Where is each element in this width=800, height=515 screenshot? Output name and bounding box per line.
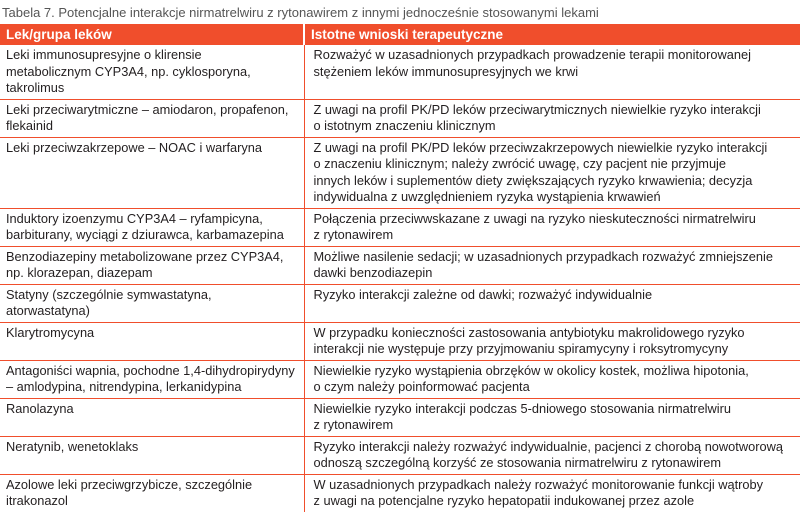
therapeutic-note-cell — [304, 398, 800, 436]
drug-group-cell — [0, 137, 304, 208]
header-therapeutic-conclusions: Istotne wnioski terapeutyczne — [304, 24, 800, 45]
drug-group-line: Neratynib, wenetoklaks — [6, 438, 139, 454]
table-row — [0, 137, 800, 208]
drug-group-cell — [0, 208, 304, 246]
drug-group-cell — [0, 99, 304, 137]
therapeutic-note-line: o znaczeniu klinicznym; należy zwrócić uwagę, czy pacjent nie przyjmuje — [313, 156, 727, 171]
therapeutic-note-line: Ryzyko interakcji należy rozważyć indywidualnie, pacjenci z chorobą nowotworową — [313, 438, 783, 454]
drug-group-cell — [0, 436, 304, 474]
drug-group-line: Statyny (szczególnie symwastatyna, — [6, 286, 212, 302]
table-row — [0, 284, 800, 322]
therapeutic-note-cell — [304, 284, 800, 322]
drug-group-line: Antagoniści wapnia, pochodne 1,4-dihydropirydyny — [6, 362, 295, 378]
therapeutic-note-line: W uzasadnionych przypadkach należy rozważyć monitorowanie funkcji wątroby — [313, 476, 764, 492]
therapeutic-note-line: interakcji nie występuje przy przyjmowaniu spiramycyny i roksytromycyny — [313, 341, 729, 356]
therapeutic-note-line: Niewielkie ryzyko wystąpienia obrzęków w okolicy kostek, możliwa hipotonia, — [313, 362, 749, 378]
therapeutic-note-line: Możliwe nasilenie sedacji; w uzasadnionych przypadkach rozważyć zmniejszenie — [313, 248, 773, 264]
drug-group-line: atorwastatyna) — [6, 303, 90, 318]
therapeutic-note-line: stężeniem leków immunosupresyjnych we krwi — [313, 63, 579, 79]
drug-group-line: – amlodypina, nitrendypina, lerkanidypina — [6, 379, 242, 394]
drug-group-line: Induktory izoenzymu CYP3A4 – ryfampicyna, — [6, 210, 263, 226]
drug-group-line: Leki przeciwzakrzepowe – NOAC i warfaryna — [6, 139, 263, 155]
table-header-row — [0, 24, 800, 45]
therapeutic-note-cell — [304, 45, 800, 99]
therapeutic-note-line: z rytonawirem — [313, 417, 394, 432]
therapeutic-note-cell — [304, 99, 800, 137]
therapeutic-note-line: Rozważyć w uzasadnionych przypadkach prowadzenie terapii monitorowanej — [313, 47, 751, 62]
therapeutic-note-line: Niewielkie ryzyko interakcji podczas 5-dniowego stosowania nirmatrelwiru — [313, 400, 731, 416]
drug-group-cell — [0, 474, 304, 512]
table-row — [0, 99, 800, 137]
table-caption: Tabela 7. Potencjalne interakcje nirmatrelwiru z rytonawirem z innymi jednocześnie stosowanymi lekami — [2, 5, 599, 20]
drug-group-cell — [0, 360, 304, 398]
drug-group-line: Leki przeciwarytmiczne – amiodaron, propafenon, — [6, 101, 289, 117]
table-row — [0, 360, 800, 398]
table-row — [0, 436, 800, 474]
drug-group-line: Benzodiazepiny metabolizowane przez CYP3A4, — [6, 248, 284, 264]
table-row — [0, 474, 800, 512]
therapeutic-note-line: o istotnym znaczeniu klinicznym — [313, 118, 496, 133]
therapeutic-note-cell — [304, 208, 800, 246]
therapeutic-note-line: Z uwagi na profil PK/PD leków przeciwzakrzepowych niewielkie ryzyko interakcji — [313, 139, 768, 155]
therapeutic-note-cell — [304, 474, 800, 512]
therapeutic-note-line: o czym należy poinformować pacjenta — [313, 379, 530, 394]
table-row — [0, 322, 800, 360]
drug-group-line: Azolowe leki przeciwgrzybicze, szczególnie — [6, 476, 253, 492]
therapeutic-note-line: odnoszą szczególną korzyść ze stosowania nirmatrelwiru z rytonawirem — [313, 455, 722, 470]
drug-group-line: itrakonazol — [6, 493, 68, 508]
drug-group-cell — [0, 246, 304, 284]
drug-group-line: metabolicznym CYP3A4, np. cyklosporyna, — [6, 63, 251, 79]
therapeutic-note-line: innych leków i suplementów diety zwiększających ryzyko krwawienia; decyzja — [313, 172, 753, 188]
therapeutic-note-line: Z uwagi na profil PK/PD leków przeciwarytmicznych niewielkie ryzyko interakcji — [313, 101, 761, 117]
therapeutic-note-cell — [304, 137, 800, 208]
drug-group-cell — [0, 45, 304, 99]
drug-group-cell — [0, 322, 304, 360]
drug-group-line: Leki immunosupresyjne o klirensie — [6, 47, 202, 62]
drug-group-line: flekainid — [6, 118, 53, 133]
therapeutic-note-line: z rytonawirem — [313, 227, 394, 242]
table-row — [0, 45, 800, 99]
therapeutic-note-cell — [304, 246, 800, 284]
therapeutic-note-cell — [304, 360, 800, 398]
drug-group-cell — [0, 284, 304, 322]
therapeutic-note-line: z uwagi na potencjalne ryzyko hepatopatii indukowanej przez azole — [313, 493, 695, 508]
therapeutic-note-cell — [304, 322, 800, 360]
therapeutic-note-line: W przypadku konieczności zastosowania antybiotyku makrolidowego ryzyko — [313, 324, 745, 340]
drug-group-line: barbiturany, wyciągi z dziurawca, karbamazepina — [6, 227, 284, 242]
table-row — [0, 398, 800, 436]
table-row — [0, 208, 800, 246]
therapeutic-note-line: Połączenia przeciwwskazane z uwagi na ryzyko nieskuteczności nirmatrelwiru — [313, 210, 756, 226]
therapeutic-note-cell — [304, 436, 800, 474]
drug-group-line: takrolimus — [6, 80, 65, 95]
header-drug-group: Lek/grupa leków — [0, 24, 304, 45]
table-row — [0, 246, 800, 284]
drug-group-line: Ranolazyna — [6, 400, 74, 416]
therapeutic-note-line: indywidualna z uwzględnieniem ryzyka wystąpienia krwawień — [313, 189, 661, 204]
therapeutic-note-line: dawki benzodiazepin — [313, 265, 433, 280]
interactions-table — [0, 24, 800, 512]
therapeutic-note-line: Ryzyko interakcji zależne od dawki; rozważyć indywidualnie — [313, 286, 653, 302]
drug-group-line: Klarytromycyna — [6, 324, 95, 340]
drug-group-line: np. klorazepan, diazepam — [6, 265, 153, 280]
drug-group-cell — [0, 398, 304, 436]
